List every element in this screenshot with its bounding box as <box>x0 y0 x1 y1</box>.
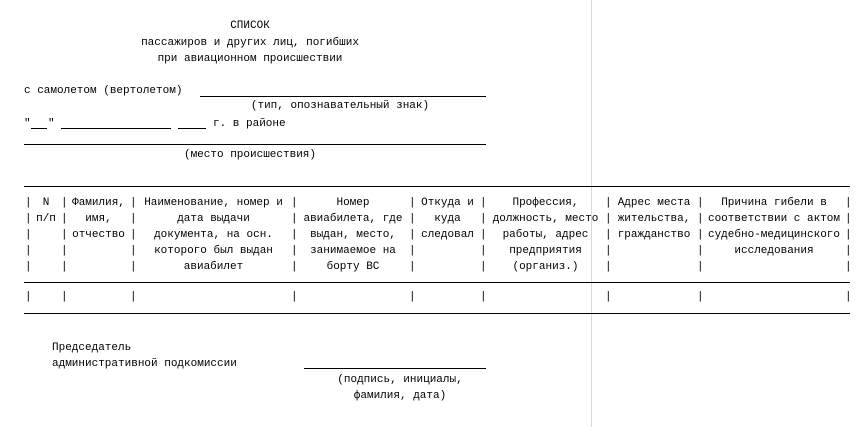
table-empty-row <box>0 289 867 307</box>
table-column-separator: | <box>130 229 137 241</box>
date-year-suffix: г. в районе <box>213 118 286 130</box>
signature-caption-line2: фамилия, дата) <box>353 390 447 402</box>
table-column-separator: | <box>605 229 612 241</box>
table-header-cell-text: Наименование, номер и <box>144 197 283 209</box>
table-header <box>0 195 867 279</box>
signature-fill-line <box>304 368 486 369</box>
table-top-rule <box>24 186 850 187</box>
aircraft-fill-line <box>200 96 486 97</box>
table-column-separator: | <box>605 261 612 273</box>
table-column-separator: | <box>291 261 298 273</box>
table-row-separator: | <box>697 291 704 303</box>
table-column-separator: | <box>61 213 68 225</box>
table-column-separator: | <box>697 245 704 257</box>
table-column-separator: | <box>25 229 32 241</box>
table-row-separator: | <box>845 291 852 303</box>
table-column-separator: | <box>480 229 487 241</box>
aircraft-label: с самолетом (вертолетом) <box>24 85 183 97</box>
table-header-cell-text: предприятия <box>509 245 582 257</box>
table-column-separator: | <box>25 213 32 225</box>
table-column-separator: | <box>409 229 416 241</box>
table-header-cell-text: авиабилет <box>183 261 244 273</box>
table-column-separator: | <box>130 197 137 209</box>
document-title: СПИСОК <box>230 20 270 32</box>
table-header-cell-text: Фамилия, <box>72 197 125 209</box>
table-header-cell-text: (организ.) <box>512 261 579 273</box>
table-header-cell-text: Номер <box>336 197 370 209</box>
table-column-separator: | <box>605 213 612 225</box>
signature-role-line1: Председатель <box>52 342 132 354</box>
table-column-separator: | <box>130 213 137 225</box>
table-column-separator: | <box>480 197 487 209</box>
table-column-separator: | <box>845 197 852 209</box>
table-header-cell-text: должность, место <box>492 213 599 225</box>
table-column-separator: | <box>291 197 298 209</box>
table-column-separator: | <box>61 197 68 209</box>
table-header-cell-text: исследования <box>734 245 814 257</box>
table-column-separator: | <box>409 197 416 209</box>
table-header-cell-text: куда <box>434 213 461 225</box>
table-column-separator: | <box>605 197 612 209</box>
table-row-separator: | <box>605 291 612 303</box>
document-subtitle-line2: при авиационном происшествии <box>157 53 343 65</box>
table-column-separator: | <box>25 197 32 209</box>
table-header-cell-text: гражданство <box>617 229 691 241</box>
table-column-separator: | <box>845 213 852 225</box>
table-header-cell-text: работы, адрес <box>502 229 589 241</box>
table-column-separator: | <box>25 261 32 273</box>
table-column-separator: | <box>130 261 137 273</box>
table-column-separator: | <box>409 245 416 257</box>
table-header-cell-text: отчество <box>72 229 125 241</box>
table-column-separator: | <box>480 213 487 225</box>
table-bottom-rule <box>24 313 850 314</box>
table-header-cell-text: дата выдачи <box>177 213 250 225</box>
table-column-separator: | <box>845 261 852 273</box>
place-fill-line <box>24 144 486 145</box>
table-column-separator: | <box>697 213 704 225</box>
date-quote-close: " <box>48 118 55 130</box>
table-header-cell-text: жительства, <box>617 213 691 225</box>
date-day-line <box>31 128 47 129</box>
table-header-cell-text: N <box>42 197 50 209</box>
table-column-separator: | <box>409 261 416 273</box>
table-column-separator: | <box>605 245 612 257</box>
table-row-separator: | <box>409 291 416 303</box>
aircraft-caption: (тип, опознавательный знак) <box>250 100 430 112</box>
table-header-cell-text: борту ВС <box>326 261 380 273</box>
table-column-separator: | <box>409 213 416 225</box>
table-column-separator: | <box>845 229 852 241</box>
table-header-cell-text: п/п <box>36 213 56 225</box>
table-row-separator: | <box>291 291 298 303</box>
table-header-cell-text: Причина гибели в <box>721 197 827 209</box>
table-column-separator: | <box>291 245 298 257</box>
date-month-line <box>61 128 171 129</box>
date-year-line <box>178 128 206 129</box>
table-column-separator: | <box>697 197 704 209</box>
document-subtitle-line1: пассажиров и других лиц, погибших <box>141 37 359 49</box>
table-header-cell-text: авиабилета, где <box>303 213 403 225</box>
date-quote-open: " <box>24 118 31 130</box>
place-caption: (место происшествия) <box>183 149 317 161</box>
table-row-separator: | <box>130 291 137 303</box>
table-column-separator: | <box>480 245 487 257</box>
table-column-separator: | <box>697 229 704 241</box>
table-header-cell-text: документа, на осн. <box>154 229 273 241</box>
table-row-separator: | <box>480 291 487 303</box>
table-column-separator: | <box>480 261 487 273</box>
table-column-separator: | <box>291 229 298 241</box>
table-header-cell-text: Профессия, <box>512 197 579 209</box>
table-header-bottom-rule <box>24 282 850 283</box>
signature-role-line2: административной подкомиссии <box>52 358 237 370</box>
table-header-cell-text: следовал <box>421 229 474 241</box>
table-header-cell-text: соответствии с актом <box>707 213 841 225</box>
table-header-cell-text: имя, <box>85 213 112 225</box>
table-column-separator: | <box>845 245 852 257</box>
table-row-separator: | <box>61 291 68 303</box>
table-header-cell-text: выдан, место, <box>310 229 396 241</box>
signature-caption-line1: (подпись, инициалы, <box>337 374 463 386</box>
table-column-separator: | <box>61 261 68 273</box>
table-row-separator: | <box>25 291 32 303</box>
table-header-cell-text: занимаемое на <box>310 245 396 257</box>
table-column-separator: | <box>61 245 68 257</box>
table-header-cell-text: которого был выдан <box>154 245 273 257</box>
table-header-cell-text: Адрес места <box>617 197 691 209</box>
table-column-separator: | <box>61 229 68 241</box>
table-header-cell-text: Откуда и <box>421 197 474 209</box>
table-column-separator: | <box>25 245 32 257</box>
table-column-separator: | <box>291 213 298 225</box>
table-header-cell-text: судебно-медицинского <box>707 229 841 241</box>
table-column-separator: | <box>697 261 704 273</box>
table-column-separator: | <box>130 245 137 257</box>
